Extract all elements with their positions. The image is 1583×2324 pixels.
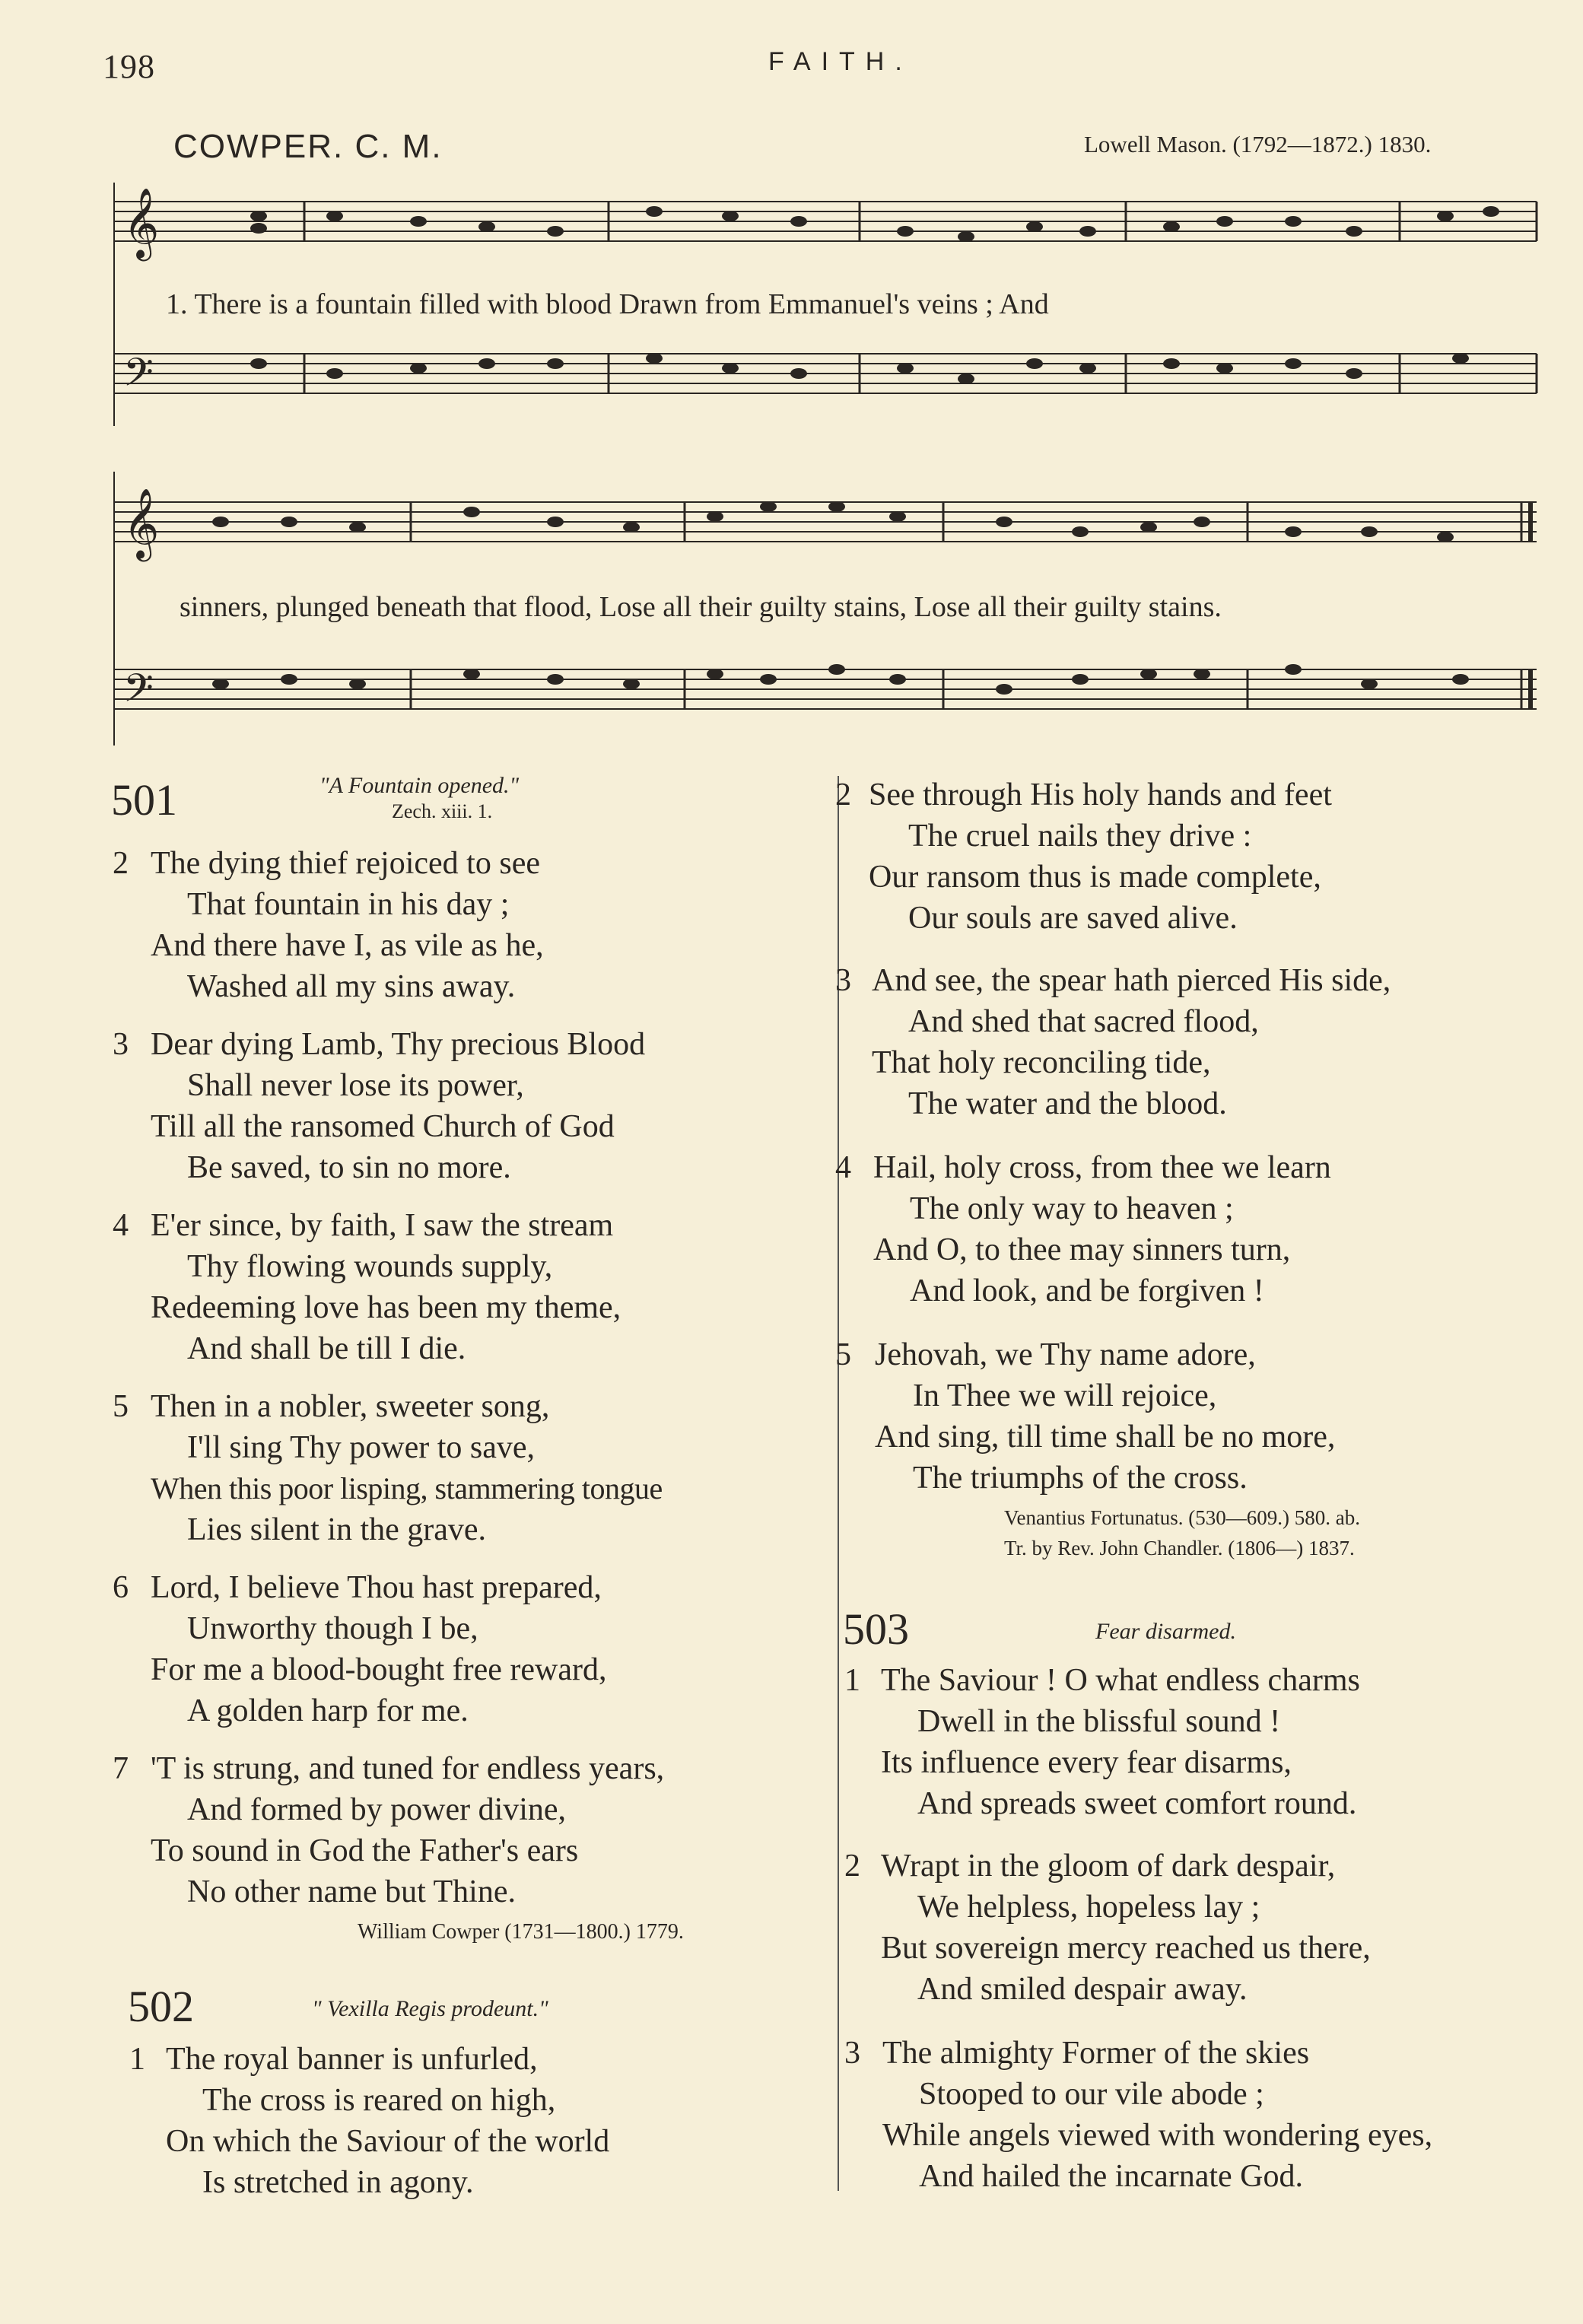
verse-line: On which the Saviour of the world [166, 2124, 610, 2159]
verse-number: 2 [835, 777, 851, 812]
verse-line: And formed by power divine, [187, 1792, 567, 1827]
verse-line: I'll sing Thy power to save, [187, 1430, 536, 1465]
verse-line: But sovereign mercy reached us there, [881, 1931, 1371, 1966]
verse-line: Till all the ransomed Church of God [151, 1109, 615, 1144]
hymn-502-attribution-2: Tr. by Rev. John Chandler. (1806—) 1837. [1004, 1537, 1355, 1559]
tune-lyrics-line-2: sinners, plunged beneath that flood, Lose all their guilty stains, Lose all their guilty stains. [180, 591, 1222, 623]
verse-line: The royal banner is unfurled, [166, 2042, 538, 2077]
verse-line: The water and the blood. [908, 1086, 1227, 1121]
verse-line: E'er since, by faith, I saw the stream [151, 1208, 614, 1243]
verse-number: 1 [129, 2042, 145, 2077]
hymn-501-attribution: William Cowper (1731—1800.) 1779. [358, 1920, 684, 1944]
verse-line: Lies silent in the grave. [187, 1512, 487, 1547]
verse-number: 6 [113, 1570, 129, 1605]
verse-line: For me a blood-bought free reward, [151, 1652, 607, 1687]
verse-line: And sing, till time shall be no more, [875, 1420, 1336, 1454]
tune-name: COWPER. C. M. [173, 128, 443, 165]
verse-line: Be saved, to sin no more. [187, 1150, 511, 1185]
verse-line: While angels viewed with wondering eyes, [882, 2118, 1433, 2153]
verse-line: Unworthy though I be, [187, 1611, 478, 1646]
verse-line: No other name but Thine. [187, 1874, 516, 1909]
section-title: FAITH. [768, 47, 913, 76]
hymn-503-subtitle: Fear disarmed. [1095, 1619, 1236, 1644]
verse-number: 2 [113, 846, 129, 881]
hymn-502-subtitle: " Vexilla Regis prodeunt." [312, 1996, 548, 2021]
page-number: 198 [103, 48, 155, 85]
hymn-number-502: 502 [128, 1982, 194, 2031]
svg-text:𝄞: 𝄞 [123, 488, 160, 558]
verse-number: 5 [113, 1389, 129, 1424]
verse-number: 3 [113, 1027, 129, 1062]
verse-line: Dear dying Lamb, Thy precious Blood [151, 1027, 646, 1062]
verse-line: The almighty Former of the skies [882, 2036, 1310, 2071]
verse-line: When this poor lisping, stammering tongue [151, 1471, 663, 1505]
verse-line: See through His holy hands and feet [869, 777, 1332, 812]
verse-line: Thy flowing wounds supply, [187, 1249, 553, 1284]
verse-line: And there have I, as vile as he, [151, 928, 544, 963]
verse-line: And O, to thee may sinners turn, [873, 1232, 1291, 1267]
verse-line: 'T is strung, and tuned for endless years, [151, 1751, 665, 1786]
verse-line: And hailed the incarnate God. [919, 2159, 1303, 2194]
verse-line: And spreads sweet comfort round. [917, 1786, 1357, 1821]
verse-line: Wrapt in the gloom of dark despair, [881, 1849, 1336, 1884]
verse-number: 5 [835, 1337, 851, 1372]
verse-line: Then in a nobler, sweeter song, [151, 1389, 550, 1424]
verse-line: The Saviour ! O what endless charms [881, 1663, 1360, 1698]
hymn-502-attribution-1: Venantius Fortunatus. (530—609.) 580. ab. [1004, 1506, 1360, 1529]
verse-line: And shall be till I die. [187, 1331, 466, 1366]
verse-number: 1 [844, 1663, 860, 1698]
verse-line: The only way to heaven ; [910, 1191, 1234, 1226]
verse-line: Dwell in the blissful sound ! [917, 1704, 1281, 1739]
music-score [106, 167, 1552, 761]
verse-line: And see, the spear hath pierced His side, [872, 963, 1391, 998]
hymn-number-503: 503 [843, 1604, 909, 1654]
verse-line: In Thee we will rejoice, [913, 1378, 1217, 1413]
verse-line: Our ransom thus is made complete, [869, 860, 1321, 895]
verse-line: We helpless, hopeless lay ; [917, 1890, 1260, 1925]
verse-line: To sound in God the Father's ears [151, 1833, 579, 1868]
verse-line: And smiled despair away. [917, 1972, 1248, 2007]
verse-line: A golden harp for me. [187, 1693, 469, 1728]
svg-text:𝄢: 𝄢 [123, 349, 154, 405]
verse-line: Its influence every fear disarms, [881, 1745, 1292, 1780]
verse-line: Hail, holy cross, from thee we learn [873, 1150, 1331, 1185]
hymn-number-501: 501 [111, 775, 177, 825]
tune-lyrics-line-1: 1. There is a fountain filled with blood Drawn from Emmanuel's veins ; And [166, 288, 1049, 320]
verse-line: Lord, I believe Thou hast prepared, [151, 1570, 602, 1605]
verse-number: 3 [835, 963, 851, 998]
verse-number: 3 [844, 2036, 860, 2071]
verse-line: Our souls are saved alive. [908, 901, 1238, 936]
verse-number: 2 [844, 1849, 860, 1884]
tune-composer: Lowell Mason. (1792—1872.) 1830. [1084, 131, 1432, 157]
verse-line: Redeeming love has been my theme, [151, 1290, 621, 1325]
hymn-501-reference: Zech. xiii. 1. [392, 800, 493, 822]
verse-line: Washed all my sins away. [187, 969, 516, 1004]
svg-text:𝄞: 𝄞 [123, 187, 160, 258]
verse-number: 4 [835, 1150, 851, 1185]
verse-line: The triumphs of the cross. [913, 1461, 1248, 1496]
verse-line: That holy reconciling tide, [872, 1045, 1211, 1080]
verse-line: That fountain in his day ; [187, 887, 510, 922]
verse-number: 7 [113, 1751, 129, 1786]
verse-line: And shed that sacred flood, [908, 1004, 1259, 1039]
verse-line: The cross is reared on high, [202, 2083, 556, 2118]
verse-line: Shall never lose its power, [187, 1068, 524, 1103]
verse-line: And look, and be forgiven ! [910, 1273, 1264, 1308]
hymn-501-subtitle: "A Fountain opened." [319, 773, 520, 798]
verse-line: Jehovah, we Thy name adore, [875, 1337, 1256, 1372]
verse-line: The cruel nails they drive : [908, 819, 1252, 854]
verse-number: 4 [113, 1208, 129, 1243]
verse-line: Is stretched in agony. [202, 2165, 474, 2200]
verse-line: The dying thief rejoiced to see [151, 846, 540, 881]
verse-line: Stooped to our vile abode ; [919, 2077, 1264, 2112]
svg-text:𝄢: 𝄢 [123, 665, 154, 720]
